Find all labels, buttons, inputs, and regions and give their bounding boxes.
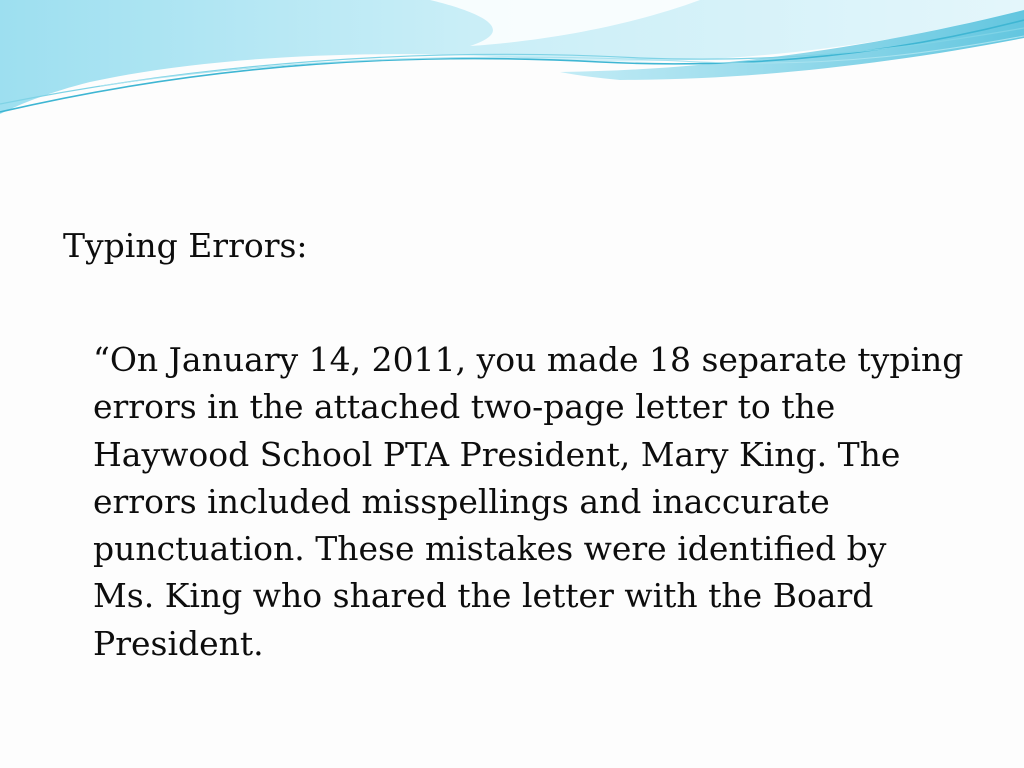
quote-paragraph [93,336,973,667]
quote-line: Ms. King who shared the letter with the Board [93,576,874,616]
slide-heading: Typing Errors: [63,226,308,265]
quote-line: errors included misspellings and inaccurate [93,481,830,521]
quote-line: “On January 14, 2011, you made 18 separate typing [93,340,964,379]
quote-line: errors in the attached two-page letter to the [93,387,836,427]
quote-line: Haywood School PTA President, Mary King. The [93,434,901,474]
quote-line: punctuation. These mistakes were identified by [93,529,887,569]
quote-line: President. [93,623,264,663]
decorative-wave-banner [0,0,1024,130]
